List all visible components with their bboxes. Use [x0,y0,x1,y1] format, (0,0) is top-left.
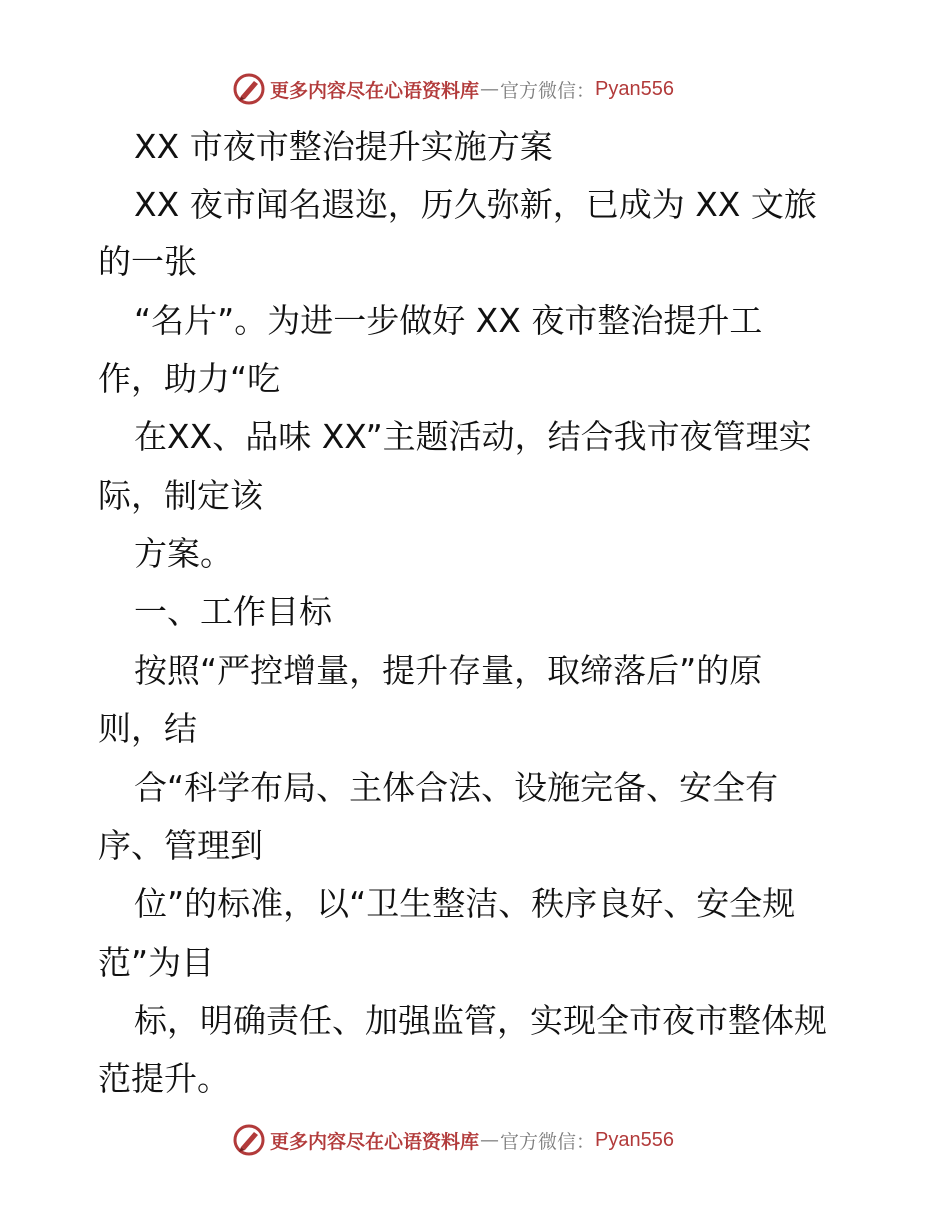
paragraph-line: 位”的标准，以“卫生整洁、秩序良好、安全规 [134,884,796,923]
pen-logo-icon [232,1123,266,1157]
paragraph-line: XX 夜市闻名遐迩，历久弥新，已成为 XX 文旅 [134,185,817,224]
watermark-wechat-label: 官方微信： [500,1130,596,1153]
paragraph-line: 序、管理到 [98,826,263,865]
paragraph-line: 际，制定该 [98,476,263,515]
watermark-handle: Pyan556 [595,77,674,100]
paragraph-line: 合“科学布局、主体合法、设施完备、安全有 [134,768,779,807]
paragraph-line: 的一张 [98,242,197,281]
paragraph-line: “名片”。为进一步做好 XX 夜市整治提升工 [134,301,763,340]
watermark-text: 更多内容尽在心语资料库 [270,79,480,102]
document-title: XX 市夜市整治提升实施方案 [134,127,553,166]
paragraph-line: 作，助力“吃 [98,359,281,398]
paragraph-line: 标，明确责任、加强监管，实现全市夜市整体规 [134,1001,827,1040]
watermark-banner-bottom [232,1121,674,1159]
watermark-dash: — [480,1129,500,1151]
watermark-text: 更多内容尽在心语资料库 [270,1130,480,1153]
paragraph-line: 则，结 [98,709,197,748]
paragraph-line: 在XX、品味 XX”主题活动，结合我市夜管理实 [134,417,812,456]
section-heading: 一、工作目标 [134,592,332,631]
watermark-wechat-label: 官方微信： [500,79,596,102]
watermark-dash: — [480,78,500,100]
paragraph-line: 按照“严控增量，提升存量，取缔落后”的原 [134,651,763,690]
paragraph-line: 范”为目 [98,943,215,982]
watermark-handle: Pyan556 [595,1128,674,1151]
paragraph-line: 方案。 [134,534,233,573]
paragraph-line: 范提升。 [98,1059,230,1098]
